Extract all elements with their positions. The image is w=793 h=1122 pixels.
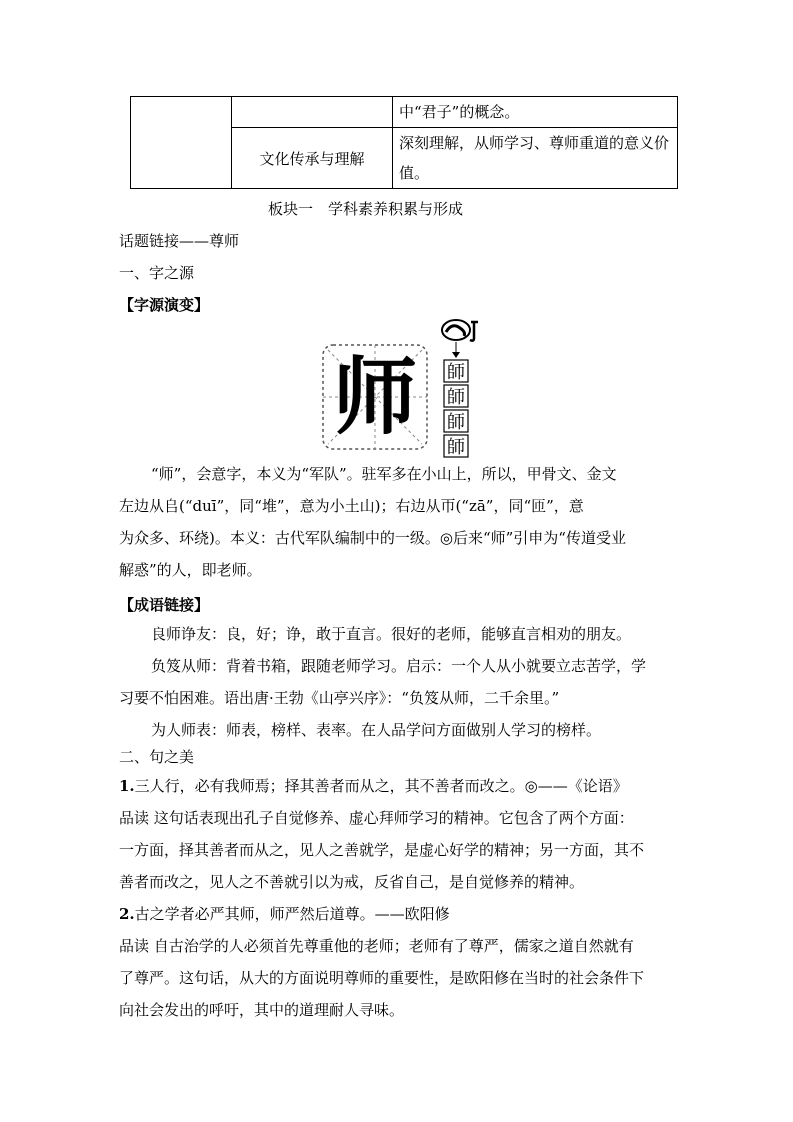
- quote-line: [119, 770, 679, 802]
- list-item: 习要不怕困难。语出唐·王勃《山亭兴序》：“负笈从师，二千余里。”: [119, 689, 560, 707]
- subheading: 【成语链接】: [119, 596, 210, 614]
- table-cell: 中“君子”的概念。: [393, 97, 678, 128]
- text-line: 左边从𠂤(“duī”，同“堆”，意为小土山)；右边从帀(“zā”，同“匝”，意: [119, 497, 584, 515]
- quote-text: 古之学者必严其师，师严然后道尊。——欧阳修: [134, 905, 450, 923]
- commentary-line: 一方面，择其善者而从之，见人之善就学，是虚心好学的精神；另一方面，其不: [119, 841, 645, 859]
- evolution-stages: [444, 360, 468, 458]
- quote-block-1: [119, 770, 679, 898]
- character-grid-figure: [322, 344, 428, 450]
- subheading: 【字源演变】: [119, 296, 210, 314]
- table-cell-empty: [131, 97, 232, 189]
- list-item: 良师诤友：良，好；诤，敢于直言。很好的老师，能够直言相劝的朋友。: [151, 625, 632, 643]
- commentary-line: 向社会发出的呼吁，其中的道理耐人寻味。: [119, 1001, 405, 1019]
- section-title: 板块一 学科素养积累与形成: [268, 200, 464, 218]
- text-line: “师”，会意字，本义为“军队”。驻军多在小山上，所以，甲骨文、金文: [151, 465, 617, 483]
- commentary-line: 品读 自古治学的人必须首先尊重他的老师；老师有了尊严，儒家之道自然就有: [119, 937, 634, 955]
- quote-text: 三人行，必有我师焉；择其善者而从之，其不善者而改之。◎——《论语》: [134, 777, 628, 795]
- objectives-table: [130, 96, 678, 189]
- text-line: 解惑”的人，即老师。: [119, 561, 262, 579]
- evolution-char: 師: [447, 412, 465, 433]
- evolution-char: 師: [447, 387, 465, 408]
- table-cell: 深刻理解，从师学习、尊师重道的意义价值。: [393, 128, 678, 189]
- evolution-char: 師: [447, 437, 465, 458]
- character-evolution-column: [440, 318, 480, 464]
- big-character: 师: [332, 348, 418, 446]
- table-cell-empty: [232, 97, 393, 128]
- commentary-line: 了尊严。这句话，从大的方面说明尊师的重要性，是欧阳修在当时的社会条件下: [119, 969, 645, 987]
- oracle-bone-icon: [442, 320, 478, 341]
- table-row: [131, 97, 678, 128]
- quote-line: [119, 898, 679, 930]
- topic-heading: 话题链接——尊师: [119, 232, 240, 250]
- part-heading: 一、字之源: [119, 264, 195, 282]
- text-line: 为众多、环绕)。本义：古代军队编制中的一级。◎后来“师”引申为“传道受业: [119, 529, 626, 547]
- explanation-paragraph: [119, 458, 679, 586]
- quote-number: 1.: [119, 777, 135, 795]
- commentary-line: 善者而改之，见人之不善就引以为戒，反省自己，是自觉修养的精神。: [119, 873, 585, 891]
- quote-block-2: [119, 898, 679, 1026]
- part-heading: 二、句之美: [119, 748, 195, 766]
- list-item: 为人师表：师表，榜样、表率。在人品学问方面做别人学习的榜样。: [151, 721, 602, 739]
- table-cell: 文化传承与理解: [232, 128, 393, 189]
- quote-number: 2.: [119, 905, 135, 923]
- idiom-list: [119, 618, 679, 746]
- evolution-char: 師: [447, 362, 465, 383]
- list-item: 负笈从师：背着书箱，跟随老师学习。启示：一个人从小就要立志苦学，学: [151, 657, 647, 675]
- commentary-line: 品读 这句话表现出孔子自觉修养、虚心拜师学习的精神。它包含了两个方面：: [119, 809, 634, 827]
